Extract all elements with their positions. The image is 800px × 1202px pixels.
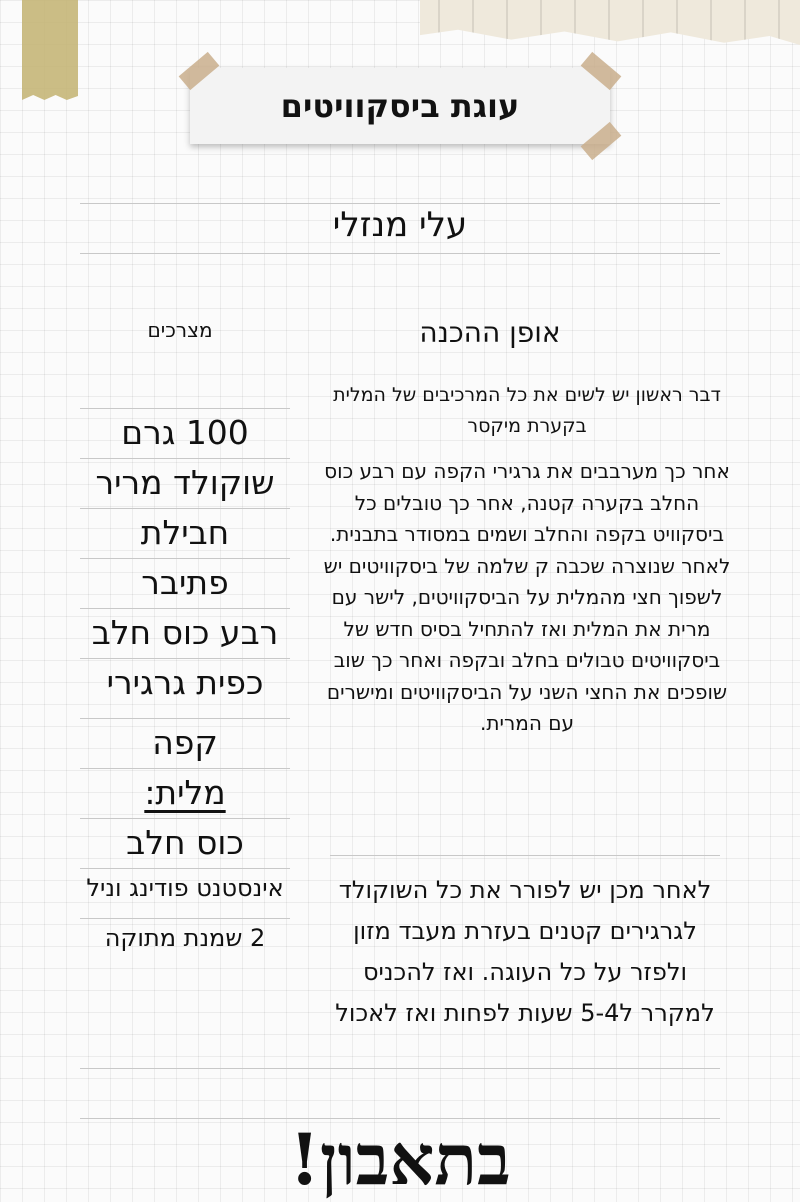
divider <box>80 203 720 204</box>
ingredient-item: כוס חלב <box>126 823 244 862</box>
ingredient-item: רבע כוס חלב <box>91 613 279 652</box>
ingredient-item: אינסטנט פודינג וניל <box>86 874 284 902</box>
ingredient-item: כפית גרגירי <box>106 663 264 702</box>
divider <box>330 855 720 856</box>
tape-corner <box>581 122 622 160</box>
footer-greeting: בתאבון! <box>289 1118 511 1201</box>
ingredients-list <box>50 408 320 978</box>
ingredient-item: מלית: <box>144 773 226 812</box>
ingredient-item: קפה <box>152 723 218 762</box>
instruction-step-1: דבר ראשון יש לשים את כל המרכיבים של המלית בקערת מיקסר <box>333 384 721 437</box>
instruction-step-3: לאחר מכן יש לפורר את כל השוקולד לגרגירים קטנים בעזרת מעבד מזון ולפזר על כל העוגה. ואז להכניס למקרר ל5-4 שעות לפחות ואז לאכול <box>335 876 715 1027</box>
divider <box>80 253 720 254</box>
ingredient-item: חבילת <box>140 513 230 552</box>
tape-decoration <box>22 0 78 100</box>
ingredient-item: 100 גרם <box>121 413 249 452</box>
tape-corner <box>179 52 220 90</box>
tape-corner <box>581 52 622 90</box>
ingredient-item: 2 שמנת מתוקה <box>104 924 266 952</box>
instruction-step-2: אחר כך מערבבים את גרגירי הקפה עם רבע כוס החלב בקערה קטנה, אחר כך טובלים כל ביסקוויט בקפה והחלב ושמים במסודר בתבנית. לאחר שנוצרה שכבה ק שלמה של ביסקוויטים יש לשפוך חצי מהמלית על הביסקוויטים, לישר עם מרית את המלית ואז להתחיל בסיס חדש של ביסקוויטים טבולים בחלב ובקפה ואחר כך שוב שופכים את החצי השני על הביסקוויטים ומישרים עם המרית. <box>323 459 731 735</box>
ingredient-item: פתיבר <box>141 563 229 602</box>
ingredients-heading: מצרכים <box>147 318 213 342</box>
divider <box>80 1068 720 1069</box>
page-title: עוגת ביסקוויטים <box>280 87 520 125</box>
author-name: עלי מנזלי <box>332 205 468 245</box>
torn-paper-decoration <box>420 0 800 45</box>
ingredient-item: שוקולד מריר <box>95 463 275 502</box>
title-card <box>190 68 610 144</box>
instructions-heading: אופן ההכנה <box>419 316 561 349</box>
